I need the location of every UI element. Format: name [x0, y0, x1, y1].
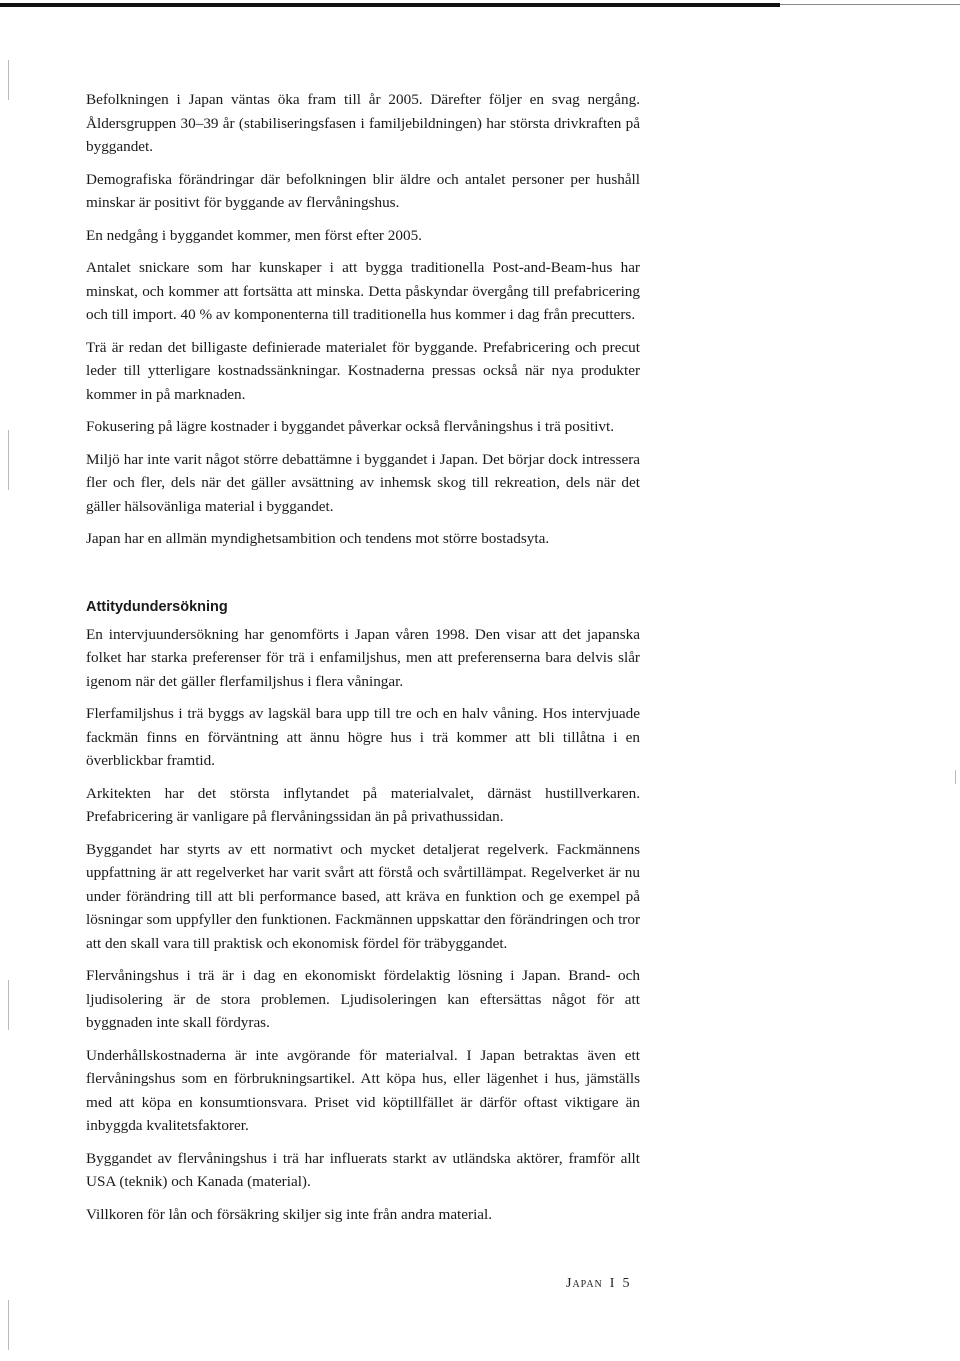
- paragraph: Miljö har inte varit något större debattämne i byggandet i Japan. Det börjar dock intressera fler och fler, dels när det gäller avsättning av inhemsk skog till rekreation, dels när det gäller hälsovänliga material i byggandet.: [86, 450, 640, 515]
- top-scan-rule: [0, 3, 780, 7]
- paragraph: Byggandet har styrts av ett normativt och mycket detaljerat regelverk. Fackmännens uppfattning är att regelverket har varit svårt att förstå och svårtillämpat. Regelverket är nu under förändring till att bli performance based, att kräva en funktion och ge exempel på lösningar som uppfyller den funktionen. Fackmännen uppskattar den förändringen och tror att den skall vara till praktisk och ekonomisk fördel för träbyggandet.: [86, 840, 640, 952]
- paragraph: Flervåningshus i trä är i dag en ekonomiskt fördelaktig lösning i Japan. Brand- och ljudisolering är de stora problemen. Ljudisoleringen kan eftersättas något för att byggnaden inte skall fördyras.: [86, 967, 640, 1031]
- left-scan-mark: [8, 60, 9, 100]
- paragraph: Byggandet av flervåningshus i trä har influerats starkt av utländska aktörer, framför allt USA (teknik) och Kanada (material).: [86, 1149, 640, 1190]
- footer-chapter-name: Japan: [566, 1276, 603, 1291]
- paragraph: Arkitekten har det största inflytandet på materialvalet, därnäst hustillverkaren. Prefabricering är vanligare på flervåningssidan än på privathussidan.: [86, 784, 640, 825]
- paragraph: Flerfamiljshus i trä byggs av lagskäl bara upp till tre och en halv våning. Hos intervjuade fackmän finns en förväntning att ännu högre hus i trä kommer att bli tillåtna i en överblickbar framtid.: [86, 705, 640, 769]
- section-heading: Attitydundersökning: [86, 598, 228, 615]
- footer-separator: I: [609, 1276, 616, 1291]
- paragraph: Demografiska förändringar där befolkningen blir äldre och antalet personer per hushåll minskar är positivt för byggande av flervåningshus.: [86, 170, 640, 211]
- paragraph: Underhållskostnaderna är inte avgörande för materialval. I Japan betraktas även ett flervåningshus som en förbrukningsartikel. Att köpa hus, eller lägenhet i hus, jämställs med att köpa en konsumtionsvara. Priset vid köptillfället är därför oftast viktigare än inbyggda kvalitetsfaktorer.: [86, 1046, 640, 1134]
- left-scan-mark: [8, 430, 9, 490]
- right-scan-mark: [955, 770, 956, 784]
- page-footer: [566, 1276, 630, 1292]
- paragraph: Befolkningen i Japan väntas öka fram till år 2005. Därefter följer en svag nergång. Åldersgruppen 30–39 år (stabiliseringsfasen i familjebildningen) har största drivkraften på byggandet.: [86, 91, 640, 155]
- left-scan-mark: [8, 1300, 9, 1350]
- paragraph: Trä är redan det billigaste definierade materialet för byggande. Prefabricering och precut leder till ytterligare kostnadssänkningar. Kostnaderna pressas också när nya produkter kommer in på marknaden.: [86, 338, 640, 403]
- paragraph: Antalet snickare som har kunskaper i att bygga traditionella Post-and-Beam-hus har minskat, och kommer att fortsätta att minska. Detta påskyndar övergång till prefabricering och till import. 40 % av komponenterna till traditionella hus kommer i dag från precutters.: [86, 259, 640, 323]
- page-number: 5: [622, 1276, 631, 1291]
- paragraph: En intervjuundersökning har genomförts i Japan våren 1998. Den visar att det japanska folket har starka preferenser för trä i enfamiljshus, men att preferenserna bara delvis slår igenom när det gäller flerfamiljshus i flera våningar.: [86, 625, 640, 690]
- paragraph: Japan har en allmän myndighetsambition och tendens mot större bostadsyta.: [86, 530, 550, 547]
- left-scan-mark: [8, 980, 9, 1030]
- paragraph: Fokusering på lägre kostnader i byggandet påverkar också flervåningshus i trä positivt.: [86, 418, 615, 435]
- paragraph: Villkoren för lån och försäkring skiljer sig inte från andra material.: [86, 1205, 493, 1223]
- paragraph: En nedgång i byggandet kommer, men först efter 2005.: [86, 226, 422, 244]
- page-body: [86, 88, 640, 1235]
